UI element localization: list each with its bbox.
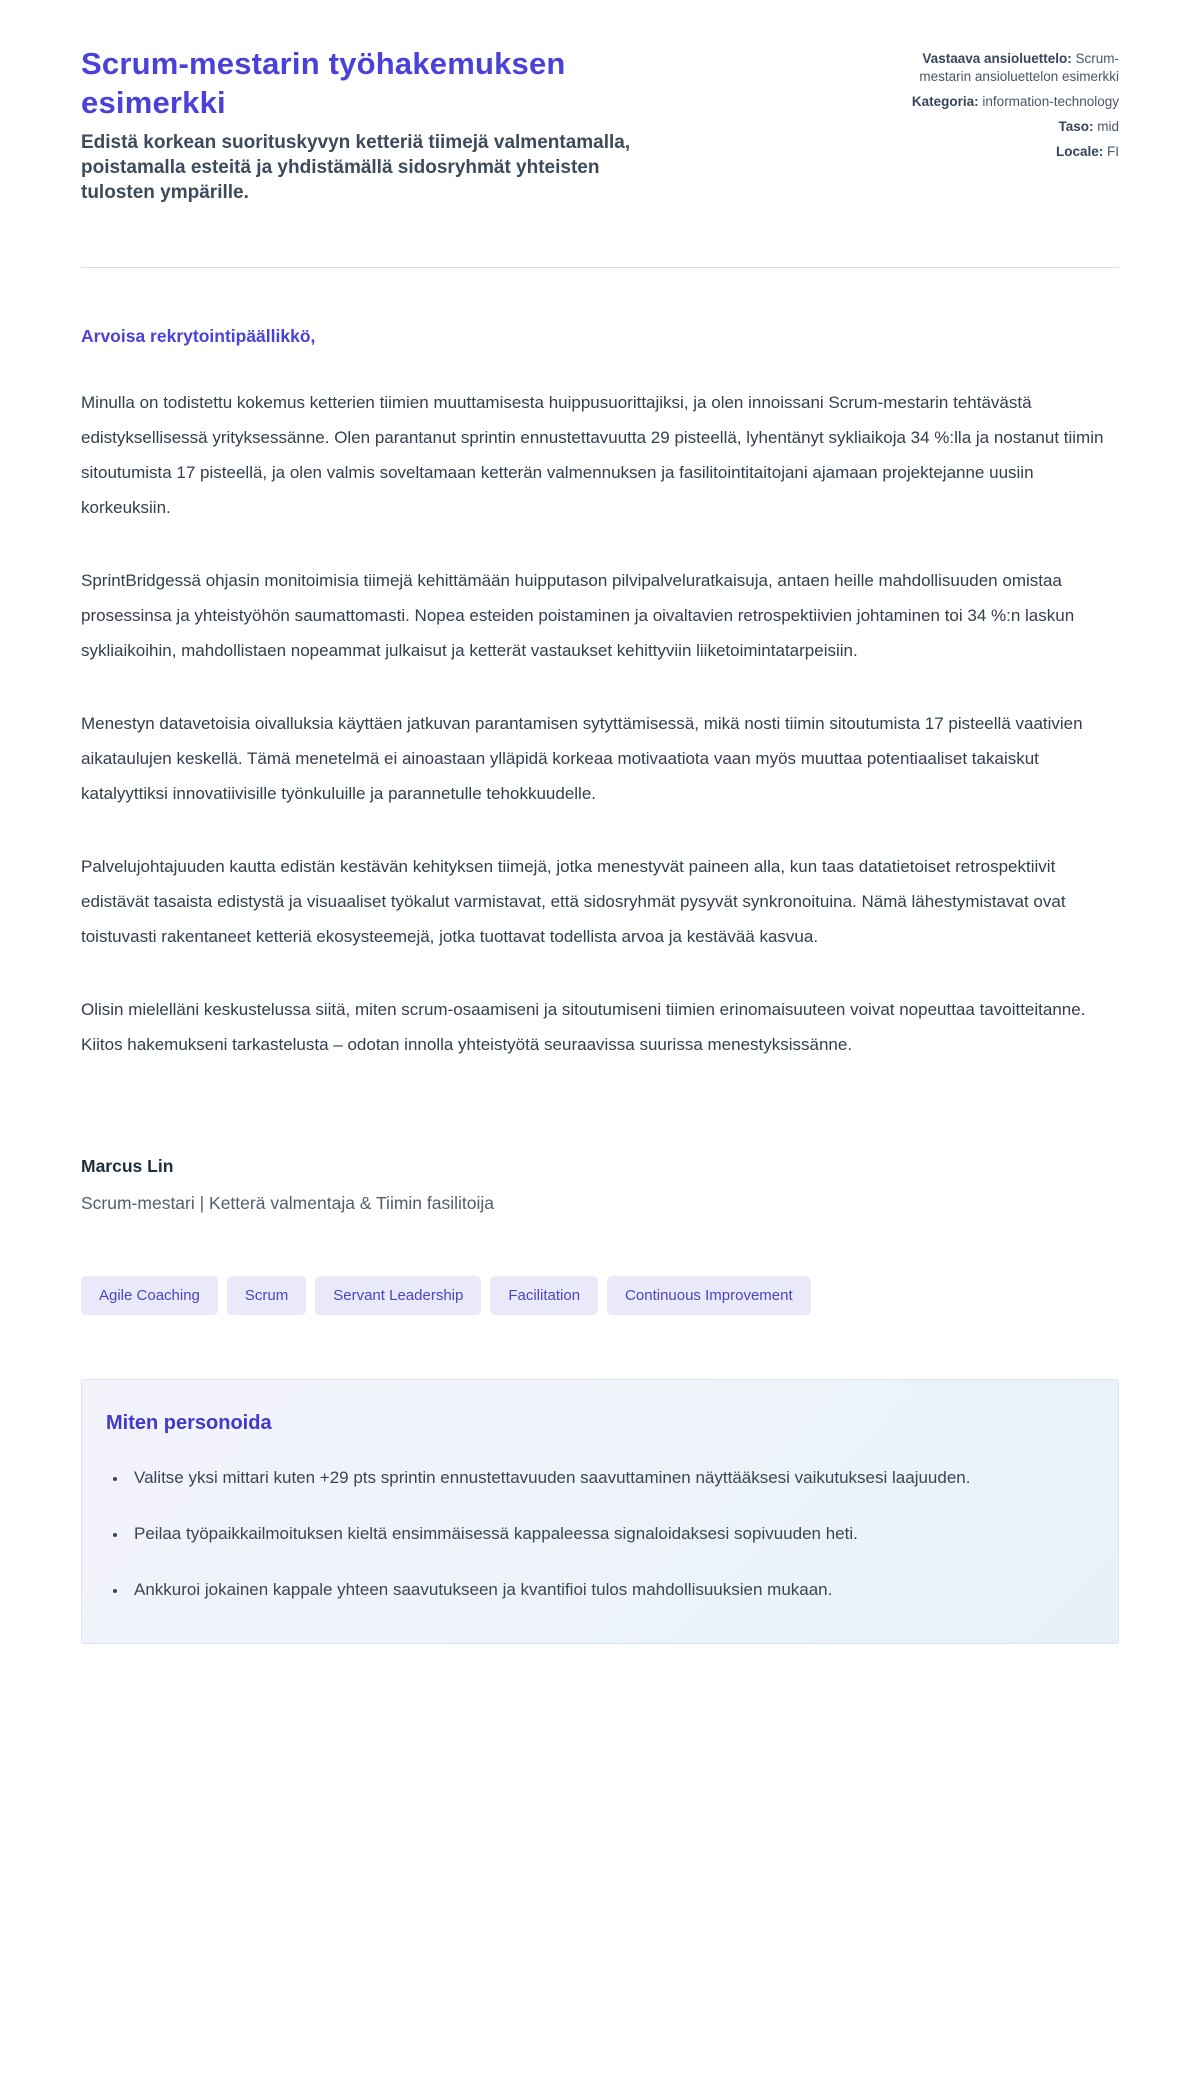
page-title: Scrum-mestarin työhakemuksen esimerkki [81,46,566,121]
page-subtitle: Edistä korkean suorituskyvyn ketteriä tiimejä valmentamalla, poistamalla esteitä ja yhdistämällä sidosryhmät yhteisten tulosten ympärille. [81,132,631,204]
meta-label: Vastaava ansioluettelo: [922,51,1072,66]
letter-paragraph: Olisin mielelläni keskustelussa siitä, miten scrum-osaamiseni ja sitoutumiseni tiimien erinomaisuuteen voivat nopeuttaa tavoitteitanne. Kiitos hakemukseni tarkastelusta – odotan innolla yhteistyötä seuraavissa suurissa menestyksissänne. [81,1000,1086,1055]
tips-box [81,1379,1119,1644]
meta-value: Scrum-mestarin ansioluettelon esimerkki [919,51,1119,85]
signature-title: Scrum-mestari | Ketterä valmentaja & Tiimin fasilitoija [81,1193,495,1214]
meta-item-category [891,93,1119,111]
meta-panel [891,44,1119,161]
tip-item: • Peilaa työpaikkailmoituksen kieltä ensimmäisessä kappaleessa signaloidaksesi sopivuuden heti. [128,1517,1088,1551]
meta-label: Locale: [1055,144,1104,160]
tip-item: • Valitse yksi mittari kuten +29 pts sprintin ennustettavuuden saavuttaminen näyttääksesi vaikutuksesi laajuuden. [128,1461,1088,1495]
header-divider [81,267,1119,268]
tag-chip: Continuous Improvement [607,1276,811,1315]
meta-label: Kategoria: [911,94,979,110]
letter-paragraph: Minulla on todistettu kokemus ketterien tiimien muuttamisesta huippusuorittajiksi, ja olen innoissani Scrum-mestarin tehtävästä edistyksellisessä yrityksessänne. Olen parantanut sprintin ennustettavuutta 29 pisteellä, lyhentänyt sykliaikoja 34 %:lla ja nostanut tiimin sitoutumista 17 pisteellä, ja olen valmis soveltamaan ketterän valmennuksen ja fasilitointitaitojani ajamaan projektejanne uusiin korkeuksiin. [81,393,1104,518]
meta-item-locale [891,143,1119,161]
letter-paragraph: Menestyn datavetoisia oivalluksia käyttäen jatkuvan parantamisen sytyttämisessä, mikä nosti tiimin sitoutumista 17 pisteellä vaativien aikataulujen keskellä. Tämä menetelmä ei ainoastaan ylläpidä korkeaa motivaatiota vaan myös muuttaa potentiaaliset takaiskut katalyyttiksi innovatiivisille työnkuluille ja parannetulle tehokkuudelle. [81,714,1083,804]
header [81,44,1119,205]
meta-label: Taso: [1058,119,1094,135]
tag-chip: Servant Leadership [315,1276,481,1315]
tag-chip: Scrum [227,1276,306,1315]
meta-item-matching-resume [891,50,1119,86]
tag-list [81,1276,1119,1315]
tip-item: • Ankkuroi jokainen kappale yhteen saavutukseen ja kvantifioi tulos mahdollisuuksien mukaan. [128,1573,1088,1607]
meta-value: FI [1107,144,1119,160]
meta-item-level [891,118,1119,136]
header-title-block [81,44,671,205]
letter-body [81,326,1119,1214]
meta-value: information-technology [982,94,1119,110]
tag-chip: Facilitation [490,1276,598,1315]
tag-chip: Agile Coaching [81,1276,218,1315]
signature-name: Marcus Lin [81,1156,174,1177]
letter-paragraph: SprintBridgessä ohjasin monitoimisia tiimejä kehittämään huipputason pilvipalveluratkaisuja, antaen heille mahdollisuuden omistaa prosessinsa ja yhteistyöhön saumattomasti. Nopea esteiden poistaminen ja oivaltavien retrospektiivien johtaminen toi 34 %:n laskun sykliaikoihin, mahdollistaen nopeammat julkaisut ja ketterät vastaukset kehittyviin liiketoimintatarpeisiin. [81,571,1075,661]
tips-title: Miten personoida [106,1412,272,1435]
tips-list [106,1461,1088,1607]
greeting: Arvoisa rekrytointipäällikkö, [81,326,316,347]
meta-value: mid [1097,119,1119,135]
letter-paragraph: Palvelujohtajuuden kautta edistän kestävän kehityksen tiimejä, jotka menestyvät paineen alla, kun taas datatietoiset retrospektiivit edistävät tasaista edistystä ja visuaaliset työkalut varmistavat, että sidosryhmät pysyvät synkronoituina. Nämä lähestymistavat ovat toistuvasti rakentaneet ketteriä ekosysteemejä, jotka tuottavat todellista arvoa ja kestävää kasvua. [81,857,1066,947]
